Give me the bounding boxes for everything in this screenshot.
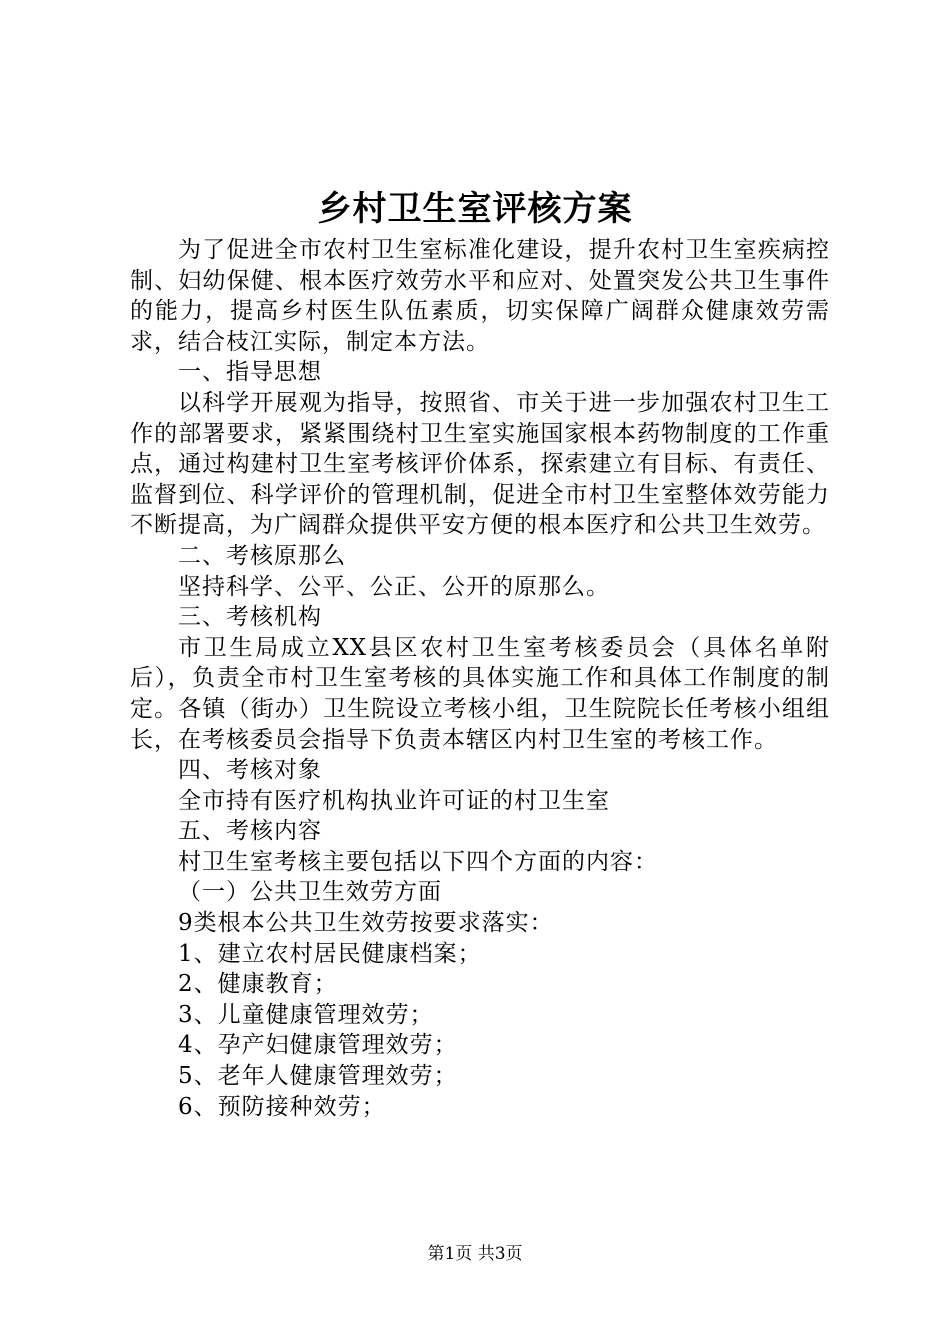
public-health-intro: 9类根本公共卫生效劳按要求落实： xyxy=(178,910,554,937)
list-item: 4、孕产妇健康管理效劳； xyxy=(178,1032,458,1059)
list-item: 3、儿童健康管理效劳； xyxy=(178,1001,434,1028)
assessment-principles-paragraph: 坚持科学、公平、公正、公开的原那么。 xyxy=(178,573,610,600)
intro-paragraph: 为了促进全市农村卫生室标准化建设，提升农村卫生室疾病控制、妇幼保健、根本医疗效劳水平和应对、处置突发公共卫生事件的能力，提高乡村医生队伍素质，切实保障广阔群众健康效劳需求，结合枝江实际，制定本方法。 xyxy=(130,237,830,355)
list-item: 6、预防接种效劳； xyxy=(178,1093,386,1120)
page-footer: 第1页 共3页 xyxy=(427,1244,523,1264)
guiding-ideology-paragraph: 以科学开展观为指导，按照省、市关于进一步加强农村卫生工作的部署要求，紧紧围绕村卫生室实施国家根本药物制度的工作重点，通过构建村卫生室考核评价体系，探索建立有目标、有责任、监督到位、科学评价的管理机制，促进全市村卫生室整体效劳能力不断提高，为广阔群众提供平安方便的根本医疗和公共卫生效劳。 xyxy=(130,389,830,539)
list-item: 1、建立农村居民健康档案； xyxy=(178,940,482,967)
document-title: 乡村卫生室评核方案 xyxy=(317,189,633,229)
assessment-body-paragraph: 市卫生局成立XX县区农村卫生室考核委员会（具体名单附后），负责全市村卫生室考核的具体实施工作和具体工作制度的制定。各镇（街办）卫生院设立考核小组，卫生院院长任考核小组组长，在考核委员会指导下负责本辖区内村卫生室的考核工作。 xyxy=(130,634,830,753)
assessment-content-paragraph: 村卫生室考核主要包括以下四个方面的内容： xyxy=(178,848,658,875)
list-item: 2、健康教育； xyxy=(178,971,338,998)
section-heading-assessment-targets: 四、考核对象 xyxy=(178,757,322,784)
document-body xyxy=(130,235,830,1122)
section-heading-assessment-body: 三、考核机构 xyxy=(178,604,322,631)
section-heading-assessment-content: 五、考核内容 xyxy=(178,818,322,845)
subsection-heading-public-health: （一）公共卫生效劳方面 xyxy=(178,879,442,906)
section-heading-assessment-principles: 二、考核原那么 xyxy=(178,542,346,569)
list-item: 5、老年人健康管理效劳； xyxy=(178,1063,458,1090)
section-heading-guiding-ideology: 一、指导思想 xyxy=(178,359,322,386)
assessment-targets-paragraph: 全市持有医疗机构执业许可证的村卫生室 xyxy=(178,787,610,814)
